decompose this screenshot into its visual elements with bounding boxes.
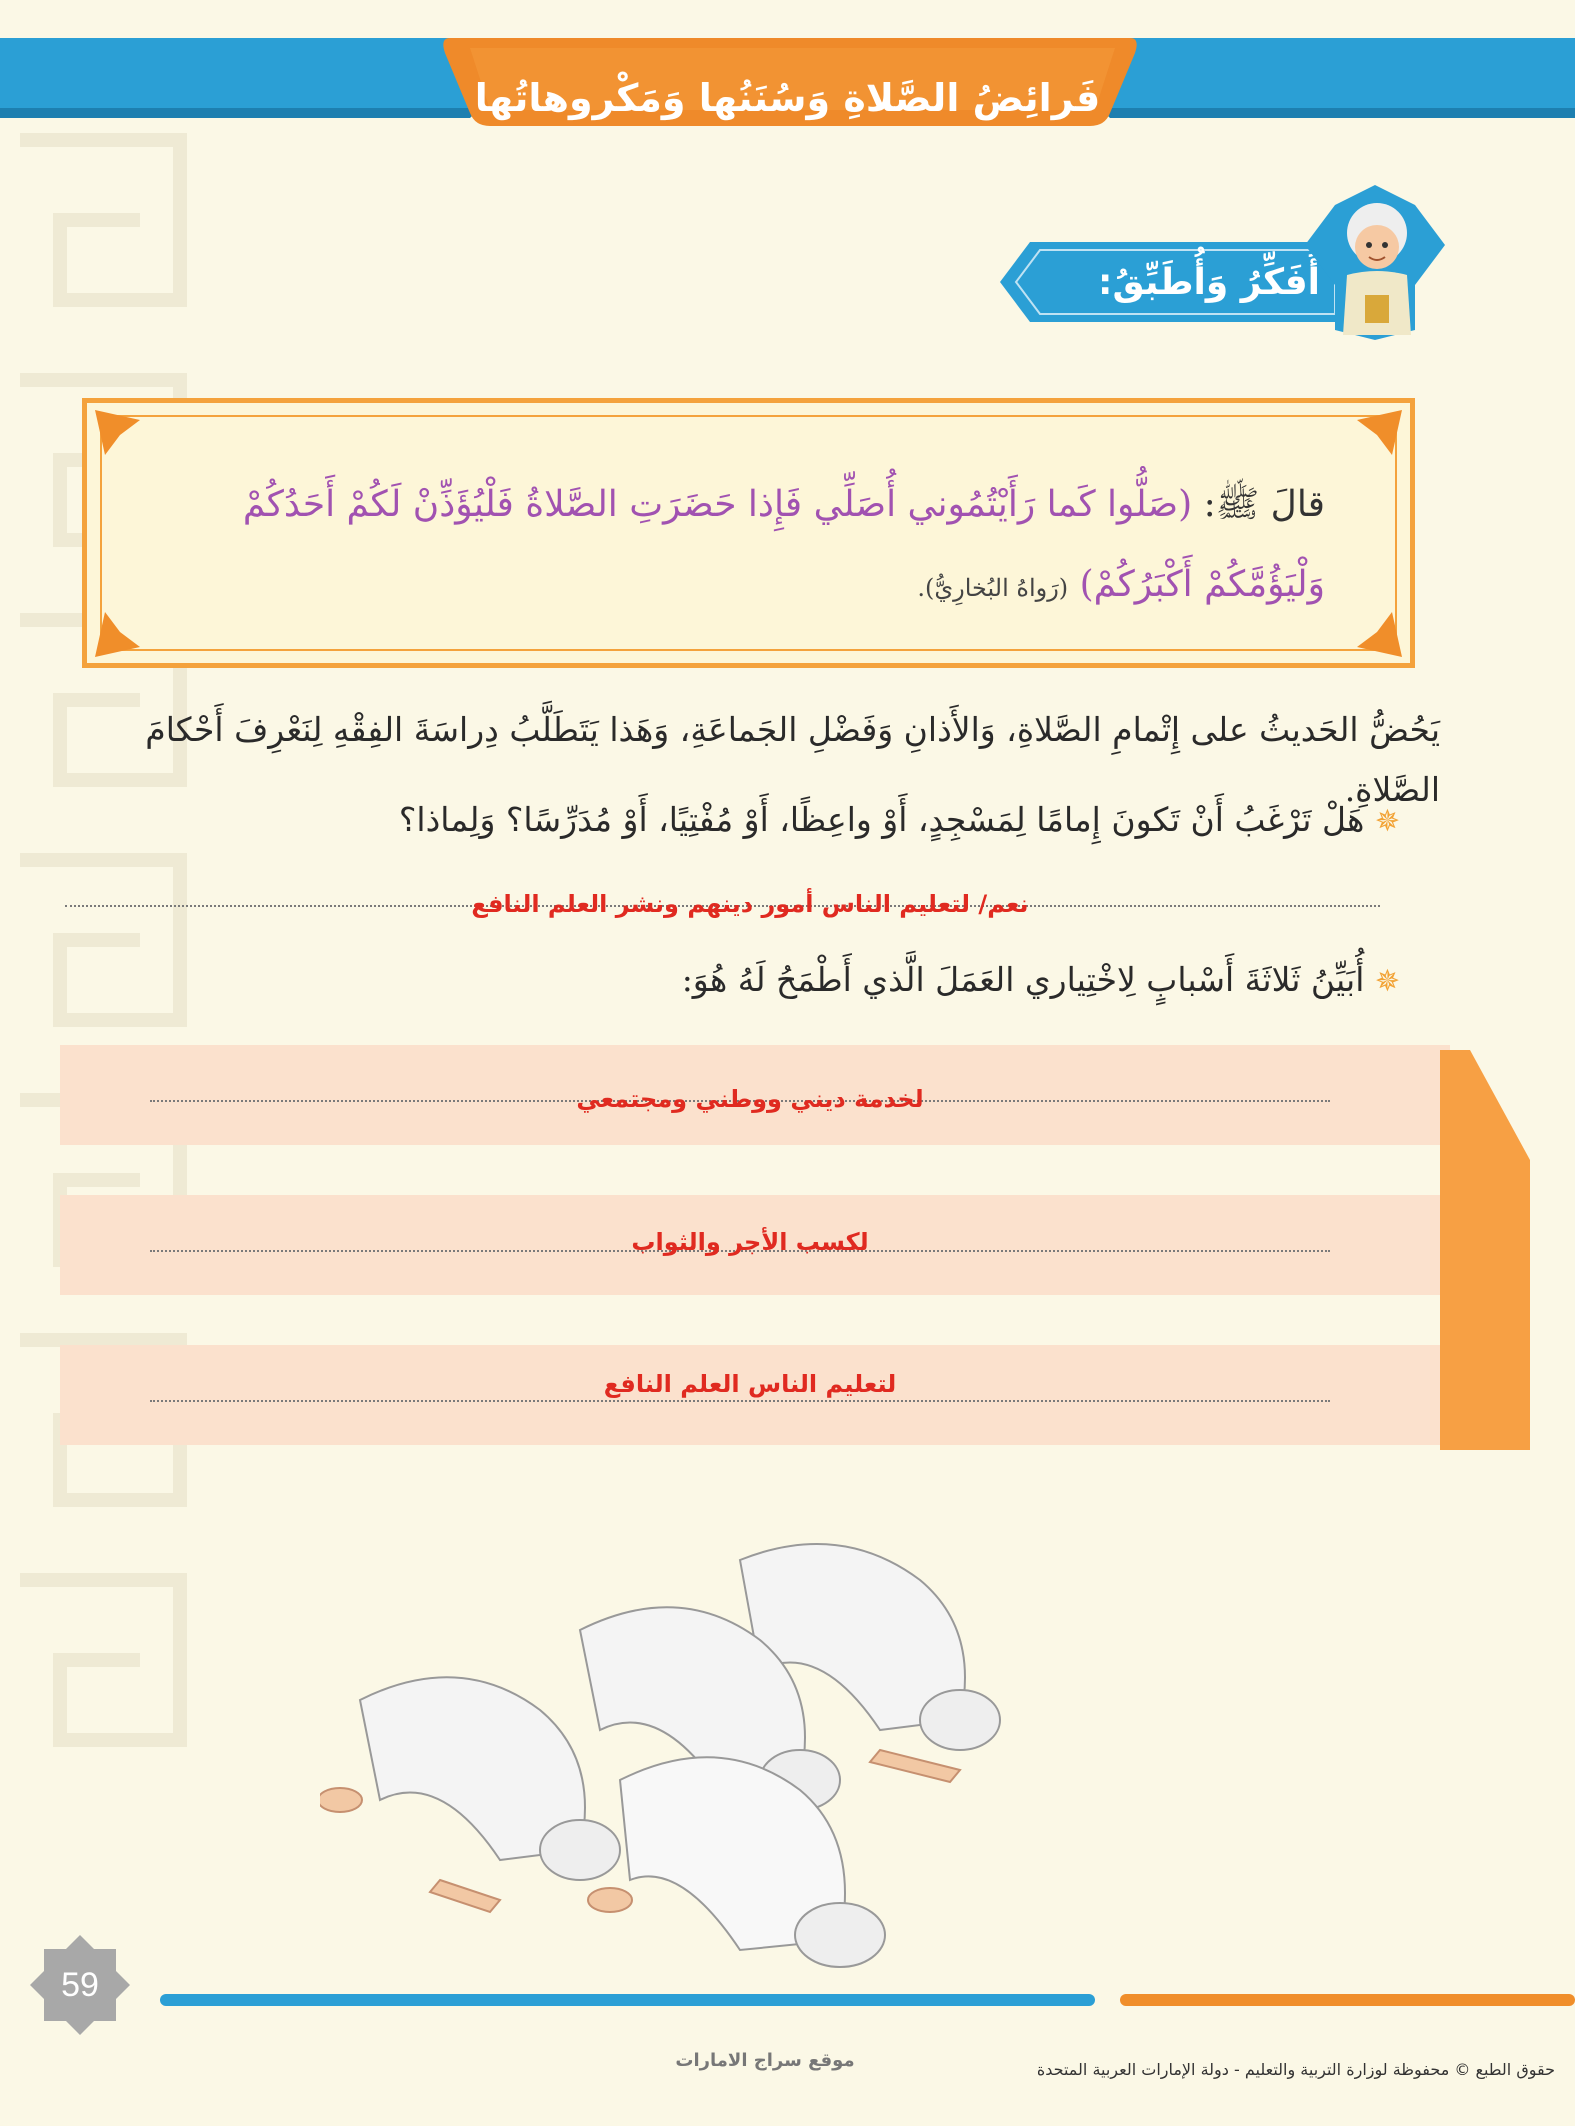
answer-2c-field[interactable]: لتعليم الناس العلم النافع <box>603 1370 897 1398</box>
question-1 <box>200 790 1400 850</box>
section-heading: أُفَكِّرُ وَأُطَبِّقُ: <box>1098 262 1320 303</box>
answer-1-field[interactable]: نعم/ لتعليم الناس أمور دينهم ونشر العلم النافع <box>471 890 1029 918</box>
orange-arrow-decoration <box>1440 1050 1535 1450</box>
corner-ornament-icon <box>1347 602 1407 662</box>
answer-2a-field[interactable]: لخدمة ديني ووطني ومجتمعي <box>576 1085 924 1113</box>
hadith-quote: (صَلُّوا كَما رَأَيْتُمُوني أُصَلِّي فَإِذا حَضَرَتِ الصَّلاةُ فَلْيُؤَذِّنْ لَكُمْ أَحَدُكُمْ وَلْيَؤُمَّكُمْ أَكْبَرُكُمْ) <box>242 484 1325 605</box>
intro-paragraph: يَحُضُّ الحَديثُ على إِتْمامِ الصَّلاةِ، وَالأَذانِ وَفَضْلِ الجَماعَةِ، وَهَذا يَتَطَلَّبُ دِراسَةَ الفِقْهِ لِنَعْرِفَ أَحْكامَ الصَّلاةِ. <box>145 710 1440 809</box>
footer-bar-blue <box>160 1994 1095 2006</box>
footer-copyright: حقوق الطبع © محفوظة لوزارة التربية والتعليم - دولة الإمارات العربية المتحدة <box>1036 2060 1555 2079</box>
footer-site-name: موقع سراج الامارات <box>675 2050 855 2071</box>
page-title: فَرائِضُ الصَّلاةِ وَسُنَنُها وَمَكْروهاتُها <box>474 76 1101 120</box>
star-bullet-icon: ✵ <box>1374 804 1400 839</box>
hadith-intro: قالَ ﷺ: <box>1192 484 1325 525</box>
answer-2b-field[interactable]: لكسب الأجر والثواب <box>631 1228 869 1256</box>
hadith-text-block <box>160 465 1325 645</box>
footer-bar-orange <box>1120 1994 1575 2006</box>
corner-ornament-icon <box>90 602 150 662</box>
question-1-text: هَلْ تَرْغَبُ أَنْ تَكونَ إِمامًا لِمَسْجِدٍ، أَوْ واعِظًا، أَوْ مُفْتِيًا، أَوْ مُدَرِّسًا؟ وَلِماذا؟ <box>398 800 1365 839</box>
corner-ornament-icon <box>1347 405 1407 465</box>
prostration-illustration <box>320 1520 1120 1980</box>
question-2-text: أُبَيِّنُ ثَلاثَةَ أَسْبابٍ لِاخْتِياري العَمَلَ الَّذي أَطْمَحُ لَهُ هُوَ: <box>681 960 1365 999</box>
hadith-source: (رَواهُ البُخارِيُّ). <box>917 574 1069 602</box>
star-bullet-icon: ✵ <box>1374 964 1400 999</box>
corner-ornament-icon <box>90 405 150 465</box>
student-avatar-icon <box>1305 185 1445 340</box>
background-pattern <box>0 120 210 1820</box>
question-2 <box>200 950 1400 1010</box>
page-number: 59 <box>61 1966 99 2004</box>
